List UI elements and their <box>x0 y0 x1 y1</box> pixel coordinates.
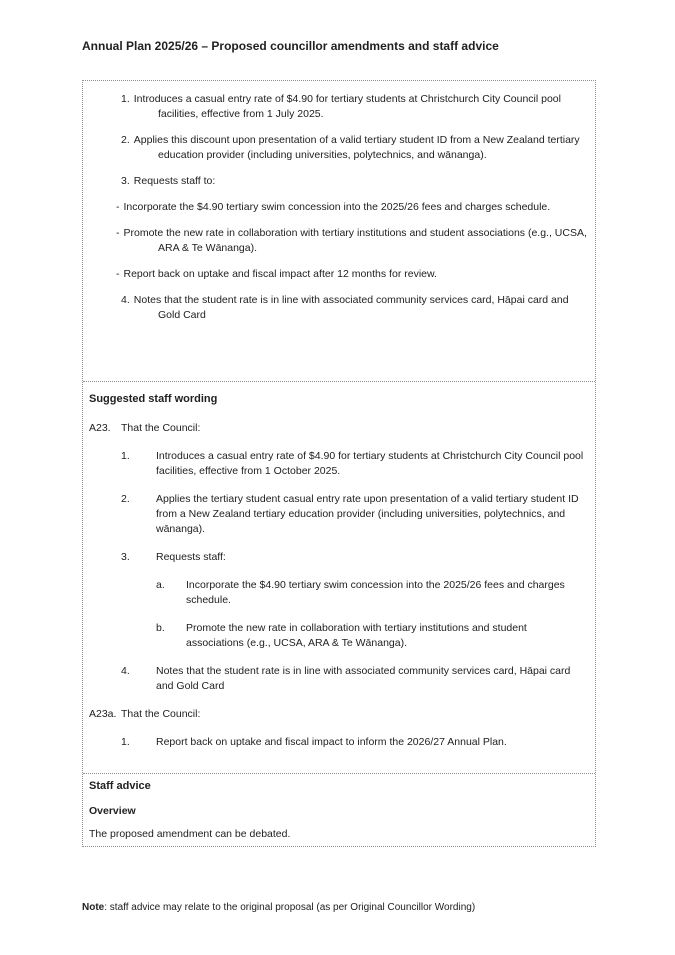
list-item-text: Promote the new rate in collaboration with tertiary institutions and student associations (e.g., UCSA, ARA & Te Wānanga). <box>186 622 527 649</box>
list-item <box>89 621 587 651</box>
list-item-text: Introduces a casual entry rate of $4.90 for tertiary students at Christchurch City Council pool facilities, effective from 1 July 2025. <box>133 93 561 120</box>
list-item <box>89 492 587 537</box>
list-item-text: Notes that the student rate is in line with associated community services card, Hāpai card and Gold Card <box>133 294 569 321</box>
list-item <box>89 664 587 694</box>
resolution-label: A23a. <box>89 708 117 720</box>
list-item <box>89 200 587 215</box>
list-item <box>89 267 587 282</box>
resolution-intro-text: That the Council: <box>121 708 201 720</box>
list-item <box>89 174 587 189</box>
list-item <box>89 226 587 256</box>
footnote-label: Note <box>82 902 105 913</box>
page-title: Annual Plan 2025/26 – Proposed councillor amendments and staff advice <box>82 39 499 53</box>
list-item-text: Incorporate the $4.90 tertiary swim concession into the 2025/26 fees and charges schedule. <box>123 201 551 213</box>
resolution-intro <box>89 707 587 722</box>
resolution-intro <box>89 421 587 436</box>
staff-advice-cell <box>83 773 595 846</box>
list-marker: 4. <box>121 665 130 677</box>
list-item <box>89 735 587 750</box>
staff-advice-body: The proposed amendment can be debated. <box>89 828 291 840</box>
list-item-text: Requests staff to: <box>133 175 216 187</box>
list-item-text: Requests staff: <box>156 551 226 563</box>
list-item <box>89 293 587 323</box>
amendment-table <box>82 80 596 847</box>
list-item-text: Report back on uptake and fiscal impact after 12 months for review. <box>123 268 437 280</box>
list-item <box>89 449 587 479</box>
footnote <box>82 901 602 915</box>
list-item-text: Notes that the student rate is in line with associated community services card, Hāpai card and Gold Card <box>156 665 571 692</box>
section-heading: Suggested staff wording <box>89 393 218 405</box>
footnote-text: : staff advice may relate to the original proposal (as per Original Councillor Wording) <box>104 902 476 913</box>
suggested-staff-wording-cell <box>83 381 595 773</box>
list-marker: 3. <box>121 175 130 187</box>
list-item-text: Report back on uptake and fiscal impact to inform the 2026/27 Annual Plan. <box>156 736 507 748</box>
list-marker: - <box>116 268 120 280</box>
list-marker: 1. <box>121 450 130 462</box>
resolution-label: A23. <box>89 422 111 434</box>
list-item <box>89 578 587 608</box>
list-item-text: Introduces a casual entry rate of $4.90 for tertiary students at Christchurch City Council pool facilities, effective from 1 October 2025. <box>156 450 584 477</box>
list-item <box>89 92 587 122</box>
list-marker: a. <box>156 579 165 591</box>
list-marker: 1. <box>121 93 130 105</box>
list-marker: 3. <box>121 551 130 563</box>
list-item <box>89 550 587 565</box>
list-marker: b. <box>156 622 165 634</box>
list-item-text: Applies this discount upon presentation of a valid tertiary student ID from a New Zealand tertiary education provider (including universities, polytechnics, and wānanga). <box>133 134 580 161</box>
section-heading: Staff advice <box>89 780 151 792</box>
resolution-intro-text: That the Council: <box>121 422 201 434</box>
list-marker: 4. <box>121 294 130 306</box>
subsection-heading: Overview <box>89 805 136 817</box>
list-item-text: Promote the new rate in collaboration with tertiary institutions and student associations (e.g., UCSA, ARA & Te Wānanga). <box>123 227 587 254</box>
councillor-wording-cell <box>83 81 595 381</box>
list-marker: 2. <box>121 134 130 146</box>
list-marker: 2. <box>121 493 130 505</box>
list-marker: - <box>116 227 120 239</box>
list-marker: - <box>116 201 120 213</box>
list-item-text: Incorporate the $4.90 tertiary swim concession into the 2025/26 fees and charges schedule. <box>186 579 565 606</box>
list-marker: 1. <box>121 736 130 748</box>
list-item-text: Applies the tertiary student casual entry rate upon presentation of a valid tertiary student ID from a New Zealand tertiary education provider (including universities, polytechnics, and wānanga). <box>156 493 579 535</box>
list-item <box>89 133 587 163</box>
